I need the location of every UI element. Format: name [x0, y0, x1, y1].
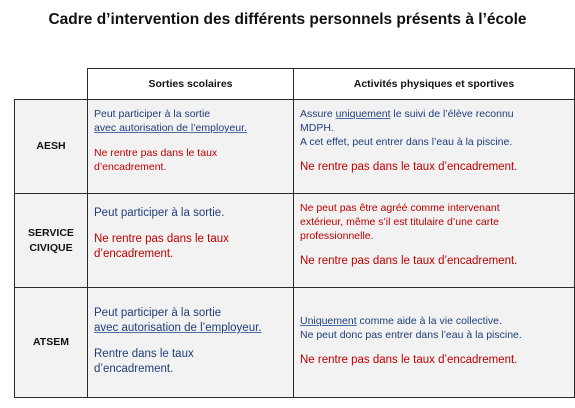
cell-text: Rentre dans le taux: [94, 348, 194, 360]
cell-text: Ne peut donc pas entrer dans l’eau à la piscine.: [300, 329, 522, 341]
table-row-aesh: [15, 100, 575, 194]
cell-atsem-sorties: [88, 288, 294, 398]
cell-text-line: [300, 314, 568, 328]
cell-text-line: [300, 107, 568, 121]
row-label: AESH: [36, 140, 66, 152]
column-header-activites: Activités physiques et sportives: [294, 69, 575, 100]
table-header-row: [15, 69, 575, 100]
cell-text: Peut participer à la sortie.: [94, 207, 225, 219]
page-title: Cadre d’intervention des différents personnels présents à l’école: [48, 11, 527, 28]
row-header-service-civique: [15, 194, 88, 288]
cell-text: Peut participer à la sortie: [94, 108, 211, 120]
cell-service-civique-activites: [294, 194, 575, 288]
cell-text: Ne rentre pas dans le taux d’encadrement.: [300, 354, 518, 366]
cell-text: d’encadrement.: [94, 161, 167, 173]
cell-text: d’encadrement.: [94, 248, 174, 260]
cell-text: avec autorisation de l’employeur.: [94, 122, 247, 134]
table-row-service-civique: [15, 194, 575, 288]
cell-text: Ne rentre pas dans le taux d’encadrement.: [300, 161, 518, 173]
cell-text: extérieur, même s’il est titulaire d’une carte: [300, 216, 500, 228]
cell-atsem-activites: [294, 288, 575, 398]
cell-service-civique-sorties: [88, 194, 294, 288]
cell-text: d’encadrement.: [94, 363, 174, 375]
cell-text: Ne rentre pas dans le taux: [94, 233, 229, 245]
cell-text: Ne rentre pas dans le taux: [94, 147, 218, 159]
emphasis-text: Uniquement: [300, 315, 357, 327]
cell-text: MDPH.: [300, 122, 334, 134]
row-header-aesh: [15, 100, 88, 194]
cell-text: comme aide à la vie collective.: [356, 315, 502, 327]
cell-aesh-activites: [294, 100, 575, 194]
emphasis-text: uniquement: [335, 108, 391, 120]
row-header-atsem: [15, 288, 88, 398]
cell-text: Assure: [300, 108, 336, 120]
row-label: SERVICE: [28, 226, 74, 239]
cell-text: A cet effet, peut entrer dans l’eau à la piscine.: [300, 136, 513, 148]
cell-text: Peut participer à la sortie: [94, 307, 222, 319]
cell-text: le suivi de l’élève reconnu: [390, 108, 514, 120]
cell-text: Ne rentre pas dans le taux d’encadrement.: [300, 255, 518, 267]
row-label: CIVIQUE: [29, 241, 73, 254]
cell-text: Ne peut pas être agréé comme intervenant: [300, 202, 500, 214]
intervention-table: [14, 68, 575, 398]
column-header-sorties: Sorties scolaires: [88, 69, 294, 100]
cell-text: professionnelle.: [300, 230, 374, 242]
cell-aesh-sorties: [88, 100, 294, 194]
row-label: ATSEM: [33, 336, 69, 348]
table-corner-cell: [15, 69, 88, 100]
cell-text: avec autorisation de l’employeur.: [94, 322, 262, 334]
table-row-atsem: [15, 288, 575, 398]
